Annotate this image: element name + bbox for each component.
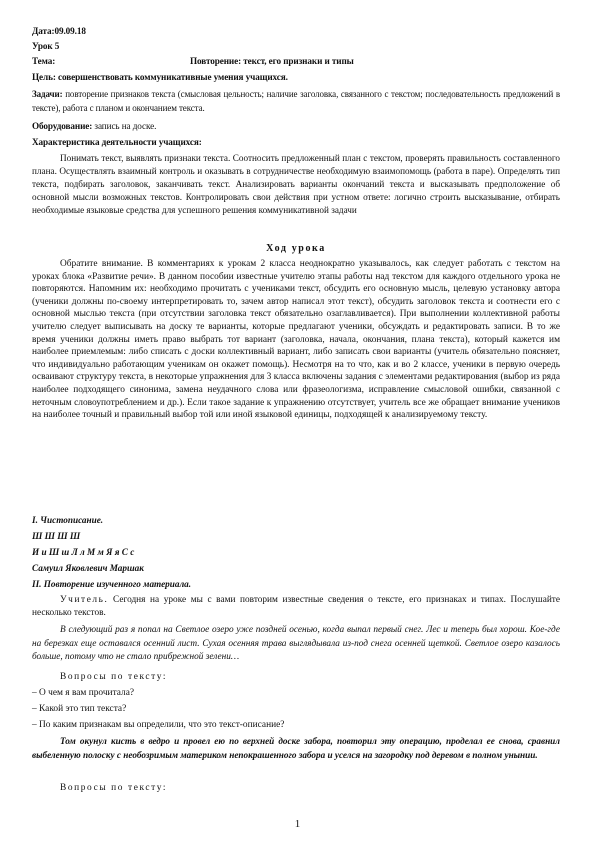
teacher-label: Учитель. [60,595,109,605]
questions-label-2: Вопросы по тексту: [60,783,168,793]
lesson-line: Урок 5 [32,41,60,51]
text2-paragraph: Том окунул кисть в ведро и провел ею по верхней доске забора, повторил эту операцию, проделал ее снова, сравнил выбеленную полоску с необозримым материком непокрашенного забора и уселся на загородку под деревом в полном унынии. [32,736,560,760]
topic-label: Тема: [32,56,56,66]
activity-text: Понимать текст, выявлять признаки текста. Соотносить предложенный план с текстом, проверять правильность составленного плана. Осуществлять взаимный контроль и оказывать в сотрудничестве необходимую взаимопомощь (работа в паре). Определять тип текста, подбирать заголовок, заканчивать текст. Анализировать варианты окончаний текста и высказывать предположение об основной мысли возможных текстов. Контролировать свои действия при устном ответе: логично строить высказывание, отбирать необходимые языковые средства для успешного решения коммуникативной задачи [32,153,560,215]
section2-title: II. Повторение изученного материала. [32,579,192,589]
topic-text: Повторение: текст, его признаки и типы [190,56,354,66]
course-title: Ход урока [266,243,326,254]
question-2: – Какой это тип текста? [32,704,127,714]
text1-paragraph: В следующий раз я попал на Светлое озеро уже поздней осенью, когда выпал первый снег. Лес и теперь был хорош. Кое-где на березках еще оставался осенний лист. Сухая осенняя трава выглядывала из-под снега осенней щеткой. Светлое озеро казалось больше, потому что не стало прибрежной зелени… [32,625,560,663]
tasks-label: Задачи: [32,89,63,99]
question-3: – По каким признакам вы определили, что это текст-описание? [32,720,285,730]
teacher-paragraph [32,594,560,621]
questions-label-1: Вопросы по тексту: [60,672,168,682]
topic-line [32,55,560,68]
penmanship-line-3: Самуил Яковлевич Маршак [32,563,144,573]
equipment-text: запись на доске. [94,121,157,131]
teacher-text: Сегодня на уроке мы с вами повторим известные сведения о тексте, его признаках и типах. Послушайте несколько текстов. [32,595,560,619]
tasks-block [32,87,560,115]
date-line: Дата:09.09.18 [32,26,86,36]
question-1: – О чем я вам прочитала? [32,688,135,698]
equipment-line [32,120,560,133]
penmanship-line-2: И и Ш ш Л л М м Я я С с [32,547,135,557]
penmanship-line-1: Ш Ш Ш Ш [32,531,81,541]
equipment-label: Оборудование: [32,121,93,131]
page-number: 1 [294,818,301,830]
section1-title: I. Чистописание. [32,515,104,525]
tasks-text: повторение признаков текста (смысловая цельность; наличие заголовка, связанного с текстом; последовательность предложений в тексте), работа с планом и окончанием текста. [32,89,560,113]
intro-paragraph: Обратите внимание. В комментариях к урокам 2 класса неоднократно указывалось, как следует работать с текстом на уроках блока «Развитие речи». В данном пособии известные учителю этапы работы над текстом для каждого отдельного урока не повторяются. Напомним их: необходимо прочитать с учениками текст, обсудить его основную мысль, целевую установку автора (ученики должны по-своему интерпретировать то, зачем автор написал этот текст), обсудить заголовок текста и соотнести его с основной мыслью текста (при отсутствии заголовка текст обязательно озаглавливается). При выполнении коллективной работы учителю следует выписывать на доску те варианты, которые предлагают ученики, обсуждать и редактировать записи. В то же время ученики должны иметь право выбрать тот вариант (заголовка, начала, окончания, плана текста), который кажется им наиболее приемлемым: либо списать с доски коллективный вариант, либо записать свои варианты (учитель обязательно поясняет, что индивидуально работающим ученикам он окажет помощь). Несмотря на то что, как и во 2 классе, ученики в первую очередь осваивают структуру текста, в некоторые упражнения для 3 класса включены задания с элементами редактирования (выбор из ряда наиболее подходящего синонима, замена неудачного слова или фразеологизма, исправление смысловой ошибки, связанной с неточным словоупотреблением и др.). Если такое задание к упражнению отсутствует, учитель все же обращает внимание учеников на наиболее точный и правильный выбор той или иной языковой единицы, подходящей к анализируемому тексту. [32,259,560,421]
goal-line: Цель: совершенствовать коммуникативные умения учащихся. [32,72,288,82]
activity-label: Характеристика деятельности учащихся: [32,137,202,147]
